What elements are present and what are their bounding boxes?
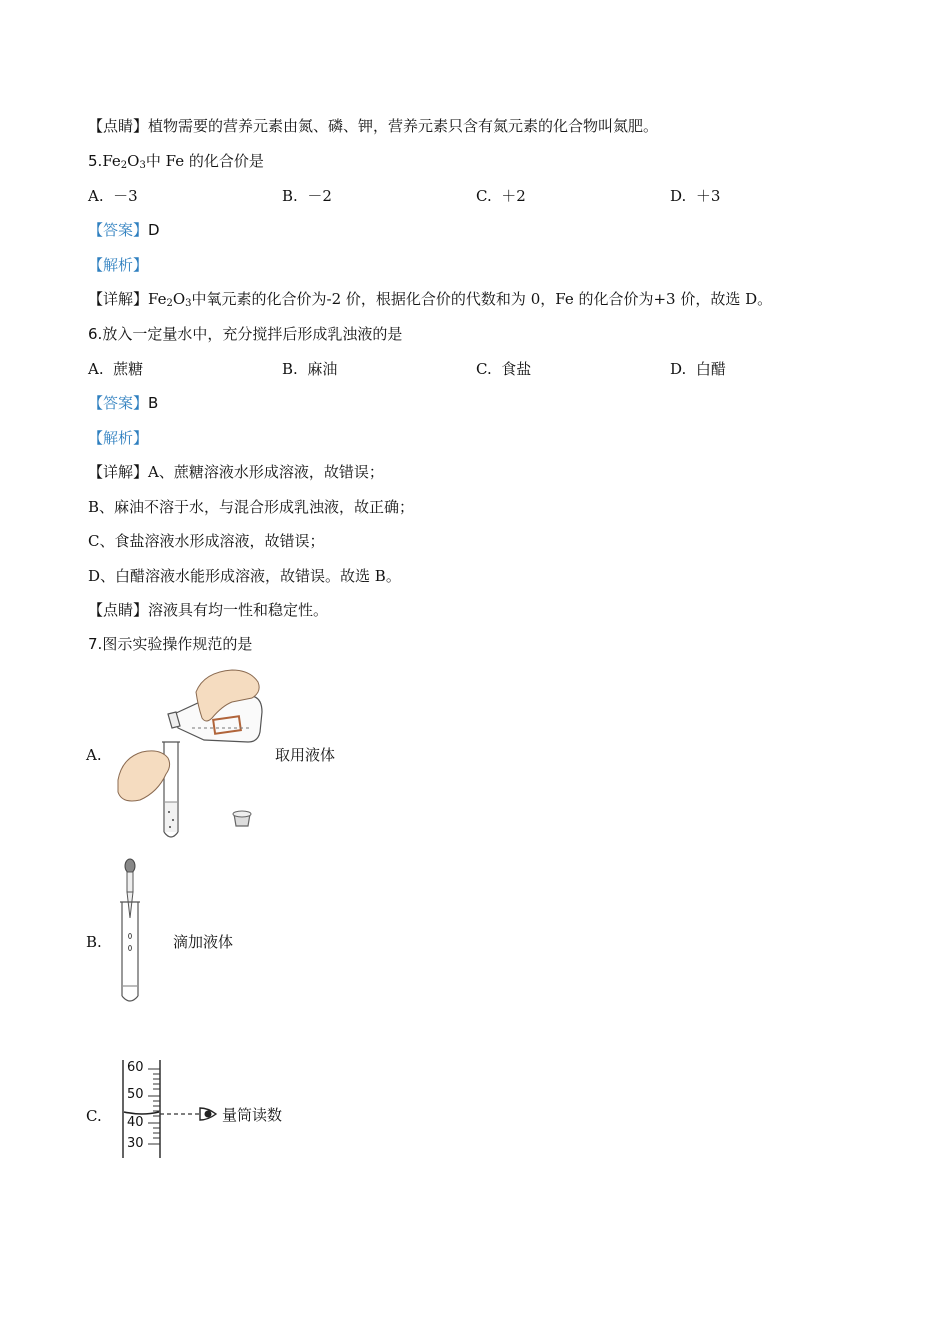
q6-detail-d: D、白醋溶液水能形成溶液，故错误。故选 B。 xyxy=(88,567,401,585)
tip-tag: 【点睛】 xyxy=(88,117,149,135)
q7-option-a-letter: A. xyxy=(86,746,102,764)
q5-stem-text: 中 Fe 的化合价是 xyxy=(145,152,264,170)
cylinder-figure xyxy=(118,1058,223,1160)
tick-label-50: 50 xyxy=(127,1087,144,1102)
q6-answer xyxy=(88,393,158,413)
detail-formula: $Fe_2O_3$ xyxy=(148,290,192,309)
q7-option-c-letter: C. xyxy=(86,1107,102,1125)
q6-option-c: C. 食盐 xyxy=(476,360,532,378)
dropper-figure xyxy=(112,856,152,1006)
tip-tag: 【点睛】 xyxy=(88,601,149,619)
q6-option-d: D. 白醋 xyxy=(670,360,726,378)
detail-tag: 【详解】 xyxy=(88,463,149,481)
tip-text: 溶液具有均一性和稳定性。 xyxy=(148,601,329,619)
q7-option-b-letter: B. xyxy=(86,933,102,951)
tick-label-30: 30 xyxy=(127,1136,144,1151)
q7-option-b-caption: 滴加液体 xyxy=(173,933,234,951)
tip-text: 植物需要的营养元素由氮、磷、钾，营养元素只含有氮元素的化合物叫氮肥。 xyxy=(148,117,659,135)
q5-analysis-tag: 【解析】 xyxy=(88,256,149,274)
q5-answer xyxy=(88,220,160,240)
pouring-liquid-figure xyxy=(112,662,272,842)
q6-analysis-tag: 【解析】 xyxy=(88,429,149,447)
answer-value: D xyxy=(148,221,160,239)
q5-detail xyxy=(88,289,772,309)
q6-detail-a: 【详解】A、蔗糖溶液水形成溶液，故错误； xyxy=(88,463,384,481)
q6-option-b: B. 麻油 xyxy=(282,360,338,378)
q7-number: 7. xyxy=(88,635,103,653)
q6-tip xyxy=(88,600,328,620)
q5-option-d: D. ＋3 xyxy=(670,187,721,205)
answer-tag: 【答案】 xyxy=(88,221,149,239)
q6-stem xyxy=(88,324,402,344)
answer-tag: 【答案】 xyxy=(88,394,149,412)
q6-stem-text: 放入一定量水中，充分搅拌后形成乳浊液的是 xyxy=(102,325,403,343)
q7-stem-text: 图示实验操作规范的是 xyxy=(102,635,253,653)
q7-option-c-caption: 量筒读数 xyxy=(222,1106,283,1124)
tick-label-40: 40 xyxy=(127,1115,144,1130)
q7-stem xyxy=(88,634,252,654)
detail-tag: 【详解】 xyxy=(88,290,149,308)
answer-value: B xyxy=(148,394,159,412)
q6-detail-c: C、食盐溶液水形成溶液，故错误； xyxy=(88,532,325,550)
detail-text: 中氧元素的化合价为-2 价，根据化合价的代数和为 0，Fe 的化合价为+3 价，故选 D。 xyxy=(191,290,773,308)
q7-option-a-caption: 取用液体 xyxy=(275,746,336,764)
q6-option-a: A. 蔗糖 xyxy=(88,360,144,378)
q5-option-c: C. ＋2 xyxy=(476,187,526,205)
q5-option-b: B. －2 xyxy=(282,187,332,205)
q5-number: 5. xyxy=(88,152,103,170)
q5-option-a: A. －3 xyxy=(88,187,138,205)
q6-detail-b: B、麻油不溶于水，与混合形成乳浊液，故正确； xyxy=(88,498,415,516)
prev-tip xyxy=(88,116,658,136)
q5-formula: $Fe_2O_3$ xyxy=(102,152,146,171)
q6-number: 6. xyxy=(88,325,103,343)
q5-stem xyxy=(88,151,264,171)
tick-label-60: 60 xyxy=(127,1060,144,1075)
